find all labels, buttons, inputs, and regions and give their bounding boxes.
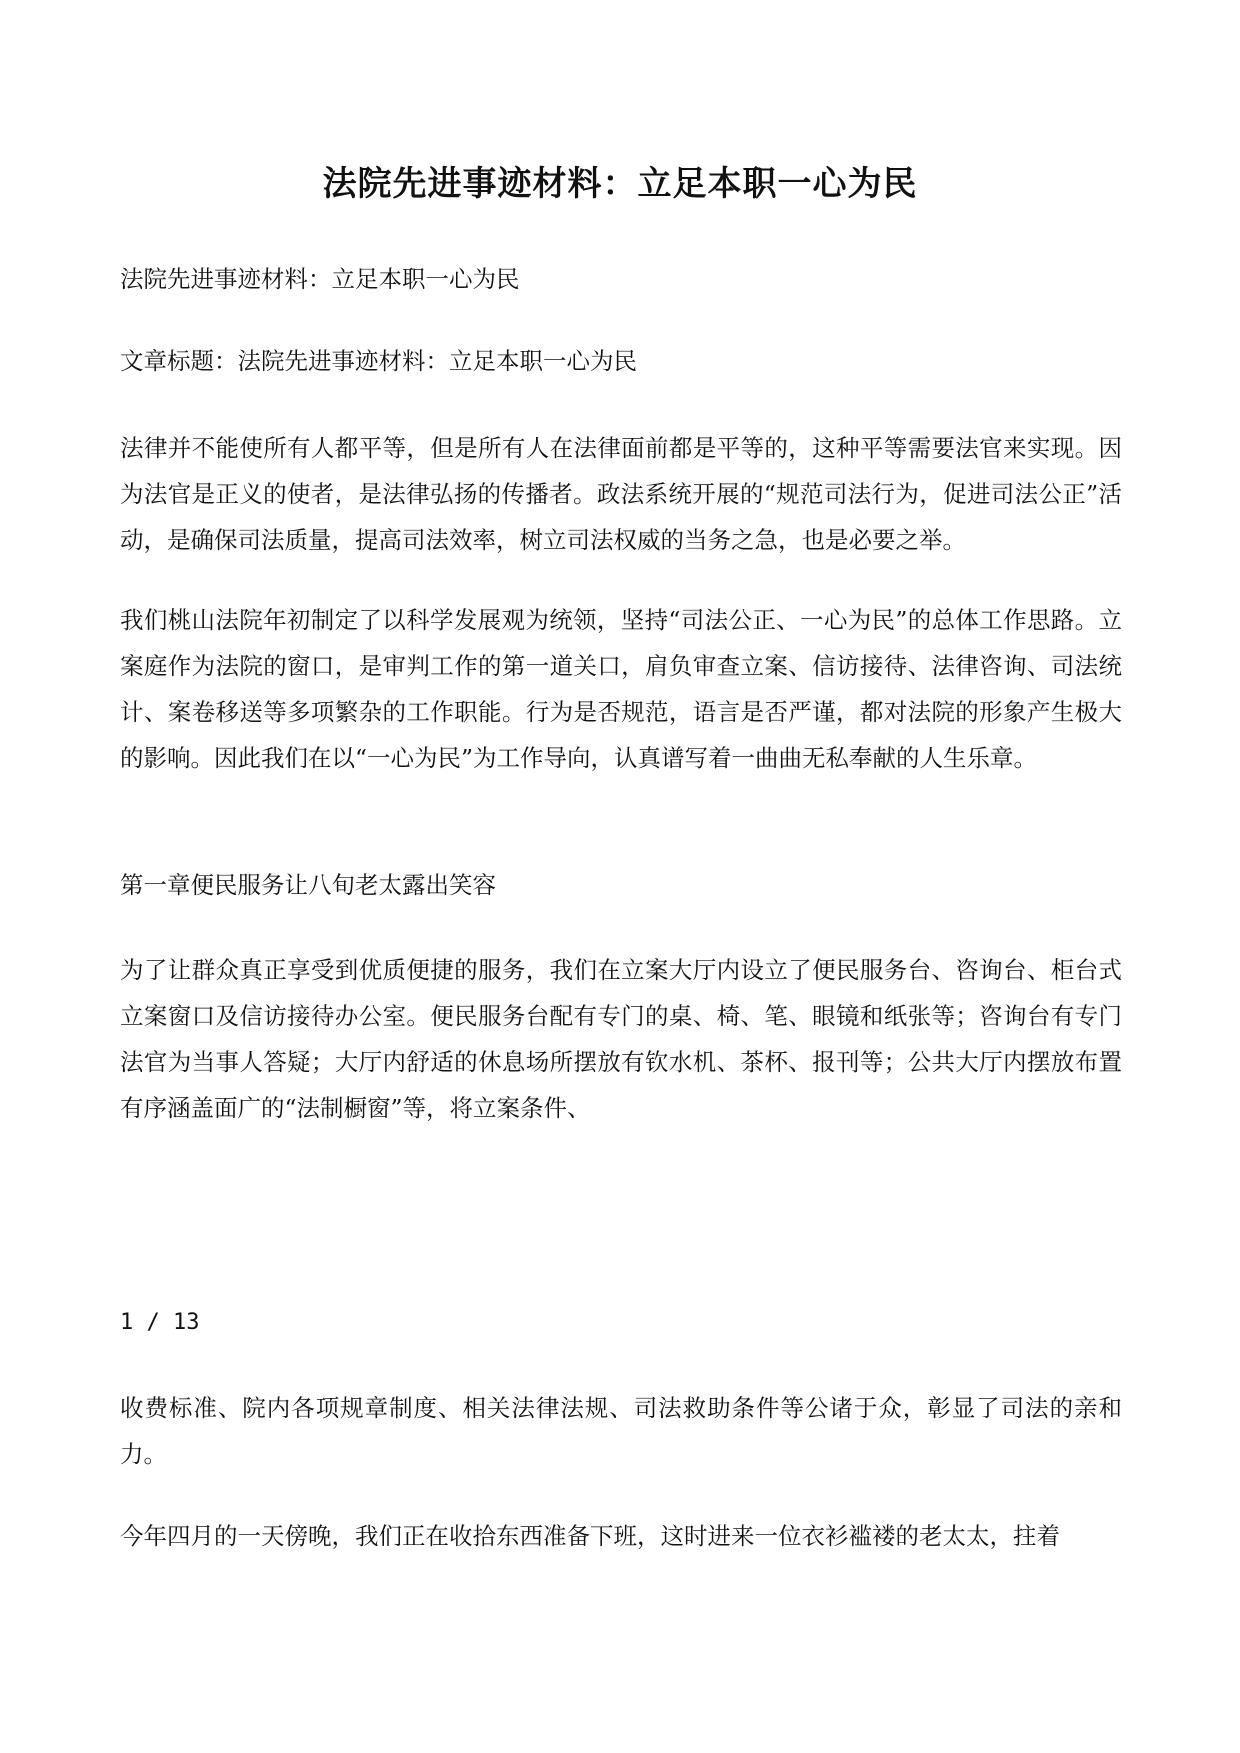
paragraph-service-desk: 为了让群众真正享受到优质便捷的服务，我们在立案大厅内设立了便民服务台、咨询台、柜台式立案窗口及信访接待办公室。便民服务台配有专门的桌、椅、笔、眼镜和纸张等；咨询台有专门法官为当事人答疑；大厅内舒适的休息场所摆放有钦水机、茶杯、报刊等；公共大厅内摆放布置有序涵盖面广的“法制橱窗”等，将立案条件、 — [120, 956, 1122, 1122]
paragraph-story-start: 今年四月的一天傍晚，我们正在收拾东西准备下班，这时进来一位衣衫褴褛的老太太，拄着 — [120, 1522, 1060, 1550]
paragraph-subtitle: 法院先进事迹材料：立足本职一心为民 — [120, 265, 520, 293]
paragraph-intro: 法律并不能使所有人都平等，但是所有人在法律面前都是平等的，这种平等需要法官来实现。因为法官是正义的使者，是法律弘扬的传播者。政法系统开展的“规范司法行为，促进司法公正”活动，是确保司法质量，提高司法效率，树立司法权威的当务之急，也是必要之举。 — [120, 434, 1122, 554]
paragraph-fees: 收费标准、院内各项规章制度、相关法律法规、司法救助条件等公诸于众，彰显了司法的亲和力。 — [120, 1394, 1122, 1468]
page-number: 1 / 13 — [120, 1310, 200, 1335]
paragraph-court-overview: 我们桃山法院年初制定了以科学发展观为统领，坚持“司法公正、一心为民”的总体工作思路。立案庭作为法院的窗口，是审判工作的第一道关口，肩负审查立案、信访接待、法律咨询、司法统计、案卷移送等多项繁杂的工作职能。行为是否规范，语言是否严谨，都对法院的形象产生极大的影响。因此我们在以“一心为民”为工作导向，认真谱写着一曲曲无私奉献的人生乐章。 — [120, 606, 1122, 772]
paragraph-article-title: 文章标题：法院先进事迹材料：立足本职一心为民 — [120, 347, 637, 375]
chapter-heading: 第一章便民服务让八旬老太露出笑容 — [120, 871, 496, 899]
document-title: 法院先进事迹材料：立足本职一心为民 — [322, 164, 918, 204]
